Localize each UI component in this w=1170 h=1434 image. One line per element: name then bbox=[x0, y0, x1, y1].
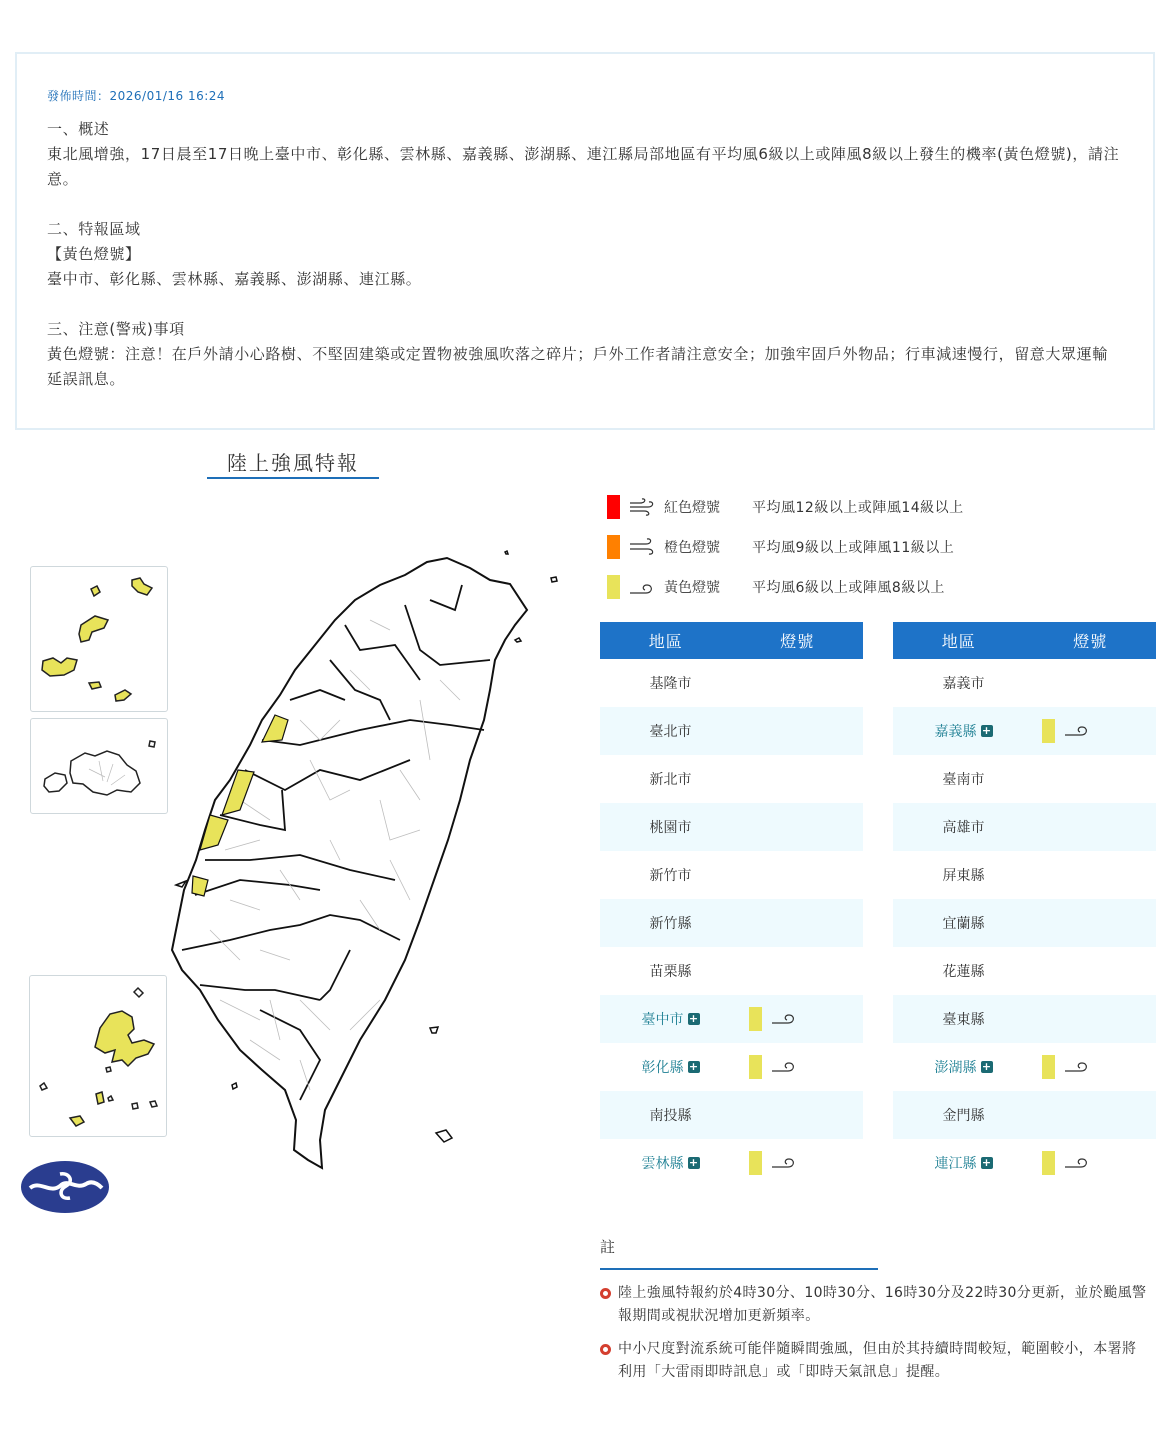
signal-legend bbox=[607, 487, 964, 607]
region-label: 新北市 bbox=[649, 772, 692, 788]
note-text: 陸上強風特報約於4時30分、10時30分、16時30分及22時30分更新，並於颱風警報期間或視狀況增加更新頻率。 bbox=[618, 1285, 1147, 1324]
region-label: 新竹縣 bbox=[649, 916, 692, 932]
legend-desc: 平均風12級以上或陣風14級以上 bbox=[752, 500, 964, 516]
region-name bbox=[600, 865, 741, 885]
region-name bbox=[600, 913, 741, 933]
region-name bbox=[600, 1105, 741, 1125]
region-name bbox=[893, 1009, 1034, 1029]
region-label: 臺東縣 bbox=[942, 1012, 985, 1028]
table-row bbox=[893, 1091, 1156, 1139]
region-name bbox=[893, 913, 1034, 933]
region-name bbox=[893, 817, 1034, 837]
region-label: 桃園市 bbox=[649, 820, 692, 836]
region-name[interactable] bbox=[893, 721, 1034, 741]
yellow-signal-swatch bbox=[1042, 1055, 1055, 1079]
region-table-right bbox=[893, 622, 1156, 1187]
wind-1-icon bbox=[770, 1007, 798, 1031]
signal-cell bbox=[1034, 719, 1156, 743]
section-area-regions: 臺中市、彰化縣、雲林縣、嘉義縣、澎湖縣、連江縣。 bbox=[47, 270, 422, 288]
region-name[interactable] bbox=[600, 1057, 741, 1077]
table-row bbox=[893, 851, 1156, 899]
region-name bbox=[893, 673, 1034, 693]
region-table-left bbox=[600, 622, 863, 1187]
table-row bbox=[893, 1139, 1156, 1187]
issue-time: 發佈時間：2026/01/16 16:24 bbox=[47, 89, 226, 103]
region-label: 澎湖縣 bbox=[934, 1060, 977, 1076]
region-name bbox=[893, 1105, 1034, 1125]
region-name bbox=[600, 769, 741, 789]
yellow-signal-swatch bbox=[749, 1007, 762, 1031]
region-name[interactable] bbox=[600, 1153, 741, 1173]
expand-plus-icon[interactable]: + bbox=[981, 1156, 992, 1169]
note-item bbox=[600, 1338, 1150, 1384]
yellow-signal-swatch bbox=[1042, 719, 1055, 743]
header-signal: 燈號 bbox=[780, 632, 815, 651]
region-label: 花蓮縣 bbox=[942, 964, 985, 980]
header-region: 地區 bbox=[648, 632, 683, 651]
table-row bbox=[600, 899, 863, 947]
legend-name: 黃色燈號 bbox=[664, 580, 720, 596]
wind-1-icon bbox=[770, 1151, 798, 1175]
region-label: 苗栗縣 bbox=[649, 964, 692, 980]
region-label: 金門縣 bbox=[942, 1108, 985, 1124]
region-label: 連江縣 bbox=[934, 1156, 977, 1172]
section-overview-title: 一、概述 bbox=[47, 120, 110, 138]
table-row bbox=[893, 995, 1156, 1043]
expand-plus-icon[interactable]: + bbox=[981, 724, 992, 737]
table-row bbox=[600, 995, 863, 1043]
warning-notice-panel bbox=[15, 52, 1155, 430]
wind-1-icon bbox=[628, 577, 658, 597]
section-caution-text: 黃色燈號：注意！在戶外請小心路樹、不堅固建築或定置物被強風吹落之碎片；戶外工作者請注意安全；加強牢固戶外物品；行車減速慢行，留意大眾運輸延誤訊息。 bbox=[47, 345, 1108, 388]
expand-plus-icon[interactable]: + bbox=[688, 1156, 699, 1169]
legend-swatch bbox=[607, 575, 620, 599]
table-row bbox=[893, 1043, 1156, 1091]
legend-row bbox=[607, 567, 964, 607]
region-name bbox=[600, 721, 741, 741]
expand-plus-icon[interactable]: + bbox=[688, 1012, 699, 1025]
legend-swatch bbox=[607, 495, 620, 519]
wind-1-icon bbox=[770, 1055, 798, 1079]
notes-title: 註 bbox=[600, 1232, 878, 1270]
region-name[interactable] bbox=[600, 1009, 741, 1029]
signal-cell bbox=[1034, 1055, 1156, 1079]
legend-name: 紅色燈號 bbox=[664, 500, 720, 516]
table-row bbox=[893, 755, 1156, 803]
region-label: 南投縣 bbox=[649, 1108, 692, 1124]
map-title: 陸上強風特報 bbox=[207, 447, 379, 479]
table-row bbox=[893, 803, 1156, 851]
region-label: 基隆市 bbox=[649, 676, 692, 692]
region-name[interactable] bbox=[893, 1057, 1034, 1077]
region-name bbox=[600, 673, 741, 693]
region-name bbox=[600, 961, 741, 981]
yellow-signal-swatch bbox=[749, 1055, 762, 1079]
table-row bbox=[600, 851, 863, 899]
header-region: 地區 bbox=[941, 632, 976, 651]
wind-1-icon bbox=[1063, 1055, 1091, 1079]
region-label: 新竹市 bbox=[649, 868, 692, 884]
note-item bbox=[600, 1282, 1150, 1328]
region-label: 臺中市 bbox=[641, 1012, 684, 1028]
table-row bbox=[893, 659, 1156, 707]
table-header bbox=[600, 622, 863, 659]
signal-cell bbox=[741, 1151, 863, 1175]
signal-cell bbox=[1034, 1151, 1156, 1175]
table-row bbox=[600, 1091, 863, 1139]
strong-wind-2-icon bbox=[628, 537, 658, 557]
table-row bbox=[600, 947, 863, 995]
table-row bbox=[600, 707, 863, 755]
table-header bbox=[893, 622, 1156, 659]
strong-wind-3-icon bbox=[628, 497, 658, 517]
bullet-icon bbox=[600, 1288, 611, 1299]
region-name[interactable] bbox=[893, 1153, 1034, 1173]
table-row bbox=[600, 803, 863, 851]
section-area-level: 【黃色燈號】 bbox=[47, 245, 141, 263]
region-label: 宜蘭縣 bbox=[942, 916, 985, 932]
section-area-title: 二、特報區域 bbox=[47, 220, 141, 238]
region-label: 雲林縣 bbox=[641, 1156, 684, 1172]
legend-row bbox=[607, 527, 964, 567]
yellow-signal-swatch bbox=[1042, 1151, 1055, 1175]
region-name bbox=[893, 961, 1034, 981]
table-row bbox=[600, 1043, 863, 1091]
signal-cell bbox=[741, 1007, 863, 1031]
legend-row bbox=[607, 487, 964, 527]
expand-plus-icon[interactable]: + bbox=[688, 1060, 699, 1073]
region-label: 彰化縣 bbox=[641, 1060, 684, 1076]
table-row bbox=[893, 707, 1156, 755]
section-overview-text: 東北風增強，17日晨至17日晚上臺中市、彰化縣、雲林縣、嘉義縣、澎湖縣、連江縣局部地區有平均風6級以上或陣風8級以上發生的機率(黃色燈號)，請注意。 bbox=[47, 145, 1120, 188]
cwa-logo-icon bbox=[20, 1160, 110, 1214]
expand-plus-icon[interactable]: + bbox=[981, 1060, 992, 1073]
legend-name: 橙色燈號 bbox=[664, 540, 720, 556]
region-label: 屏東縣 bbox=[942, 868, 985, 884]
region-label: 嘉義縣 bbox=[934, 724, 977, 740]
table-row bbox=[600, 755, 863, 803]
wind-1-icon bbox=[1063, 1151, 1091, 1175]
bullet-icon bbox=[600, 1344, 611, 1355]
legend-swatch bbox=[607, 535, 620, 559]
taiwan-map[interactable] bbox=[0, 540, 580, 1230]
table-row bbox=[893, 899, 1156, 947]
header-signal: 燈號 bbox=[1073, 632, 1108, 651]
legend-desc: 平均風6級以上或陣風8級以上 bbox=[752, 580, 945, 596]
region-label: 臺北市 bbox=[649, 724, 692, 740]
region-label: 臺南市 bbox=[942, 772, 985, 788]
taiwan-outline bbox=[172, 558, 527, 1168]
region-name bbox=[600, 817, 741, 837]
signal-cell bbox=[741, 1055, 863, 1079]
region-label: 高雄市 bbox=[942, 820, 985, 836]
legend-desc: 平均風9級以上或陣風11級以上 bbox=[752, 540, 955, 556]
yellow-signal-swatch bbox=[749, 1151, 762, 1175]
note-text: 中小尺度對流系統可能伴隨瞬間強風，但由於其持續時間較短，範圍較小，本署將利用「大雷雨即時訊息」或「即時天氣訊息」提醒。 bbox=[618, 1341, 1137, 1380]
table-row bbox=[600, 1139, 863, 1187]
table-row bbox=[600, 659, 863, 707]
region-name bbox=[893, 769, 1034, 789]
region-name bbox=[893, 865, 1034, 885]
section-caution-title: 三、注意(警戒)事項 bbox=[47, 320, 185, 338]
region-label: 嘉義市 bbox=[942, 676, 985, 692]
table-row bbox=[893, 947, 1156, 995]
wind-1-icon bbox=[1063, 719, 1091, 743]
notice-body bbox=[47, 117, 1123, 392]
